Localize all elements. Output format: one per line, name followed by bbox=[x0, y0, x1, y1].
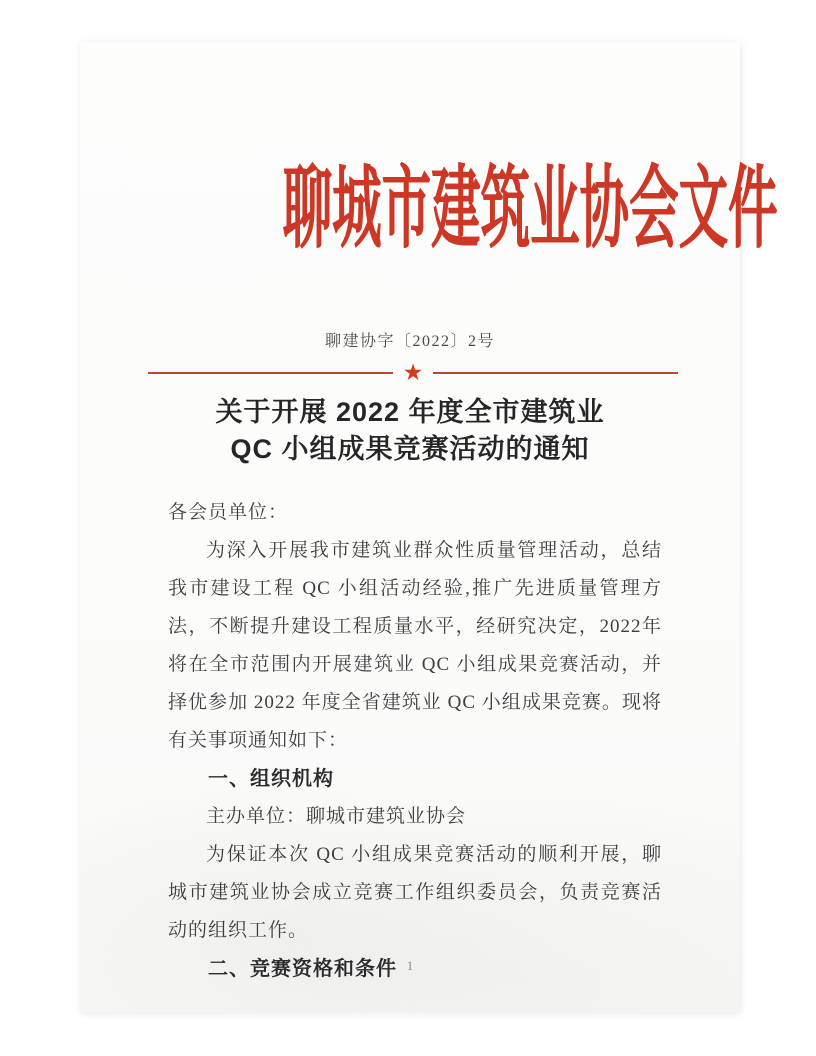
section-2-heading: 二、竞赛资格和条件 bbox=[208, 958, 397, 980]
intro-paragraph: 为深入开展我市建筑业群众性质量管理活动，总结我市建设工程 QC 小组活动经验,推广先进质量管理方法，不断提升建设工程质量水平，经研究决定，2022年将在全市范围内开展建筑业 QC 小组成果竞赛活动，并择优参加 2022 年度全省建筑业 QC 小组成果竞赛。现将有关事项通知如下： bbox=[168, 540, 662, 751]
star-icon: ★ bbox=[402, 359, 424, 386]
divider-line-left bbox=[148, 372, 393, 374]
document-title-line1: 关于开展 2022 年度全市建筑业 bbox=[215, 397, 605, 427]
document-number: 聊建协字〔2022〕2号 bbox=[324, 333, 495, 350]
salutation: 各会员单位： bbox=[168, 502, 289, 523]
document-title bbox=[80, 394, 740, 468]
section-1-heading: 一、组织机构 bbox=[208, 768, 334, 790]
committee-paragraph: 为保证本次 QC 小组成果竞赛活动的顺利开展，聊城市建筑业协会成立竞赛工作组织委员会，负责竞赛活动的组织工作。 bbox=[168, 844, 662, 941]
red-header bbox=[80, 160, 778, 285]
organization-title: 聊城市建筑业协会文件 bbox=[282, 160, 778, 259]
red-divider bbox=[148, 360, 678, 386]
scanned-document-page bbox=[80, 42, 778, 1012]
host-unit-line: 主办单位：聊城市建筑业协会 bbox=[206, 806, 467, 827]
divider-line-right bbox=[433, 372, 678, 374]
document-title-line2: QC 小组成果竞赛活动的通知 bbox=[230, 434, 590, 464]
page-number: 1 bbox=[406, 958, 414, 973]
document-body bbox=[168, 494, 662, 988]
